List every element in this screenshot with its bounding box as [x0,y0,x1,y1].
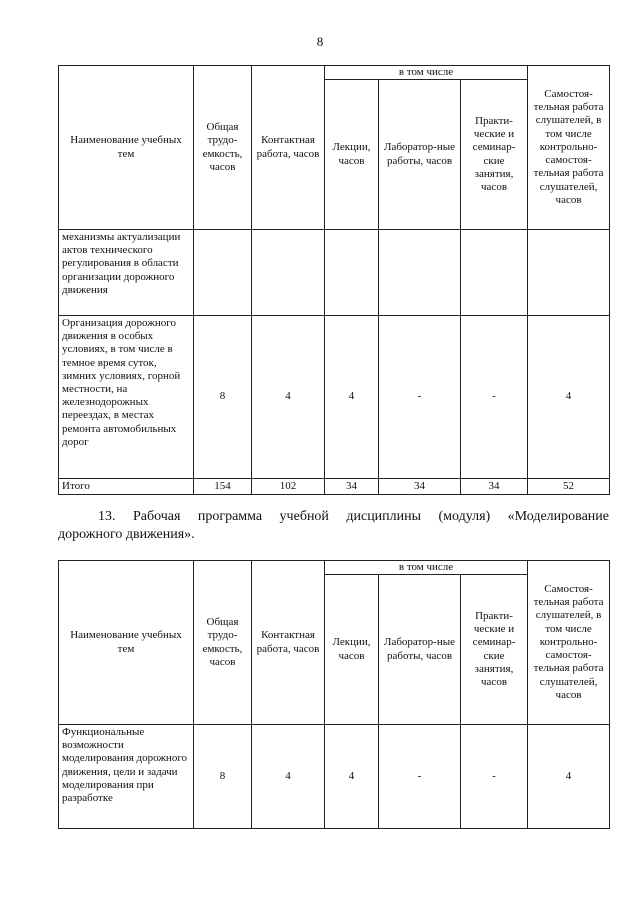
header-labs: Лаборатор-ные работы, часов [379,575,461,725]
topic-cell: Функциональные возможности моделирования дорожного движения, цели и задачи моделирования при разработке [59,725,194,829]
labs-cell: - [379,725,461,829]
header-self-study: Самостоя-тельная работа слушателей, в том числе контрольно-самостоя-тельная работа слушателей, часов [528,561,610,725]
header-lectures: Лекции, часов [325,80,379,230]
total-row [59,479,610,495]
header-practice: Практи-ческие и семинар-ские занятия, часов [461,80,528,230]
contact-cell: 4 [252,316,325,479]
lectures-cell: 4 [325,725,379,829]
total-cell: 154 [194,479,252,495]
total-cell: 8 [194,316,252,479]
curriculum-table-2 [58,560,610,829]
self-cell: 4 [528,725,610,829]
practice-cell: - [461,316,528,479]
total-label: Итого [59,479,194,495]
table-row [59,316,610,479]
contact-cell: 102 [252,479,325,495]
labs-cell [379,230,461,316]
header-contact-hours: Контактная работа, часов [252,561,325,725]
topic-cell: механизмы актуализации актов технического регулирования в области организации дорожного движения [59,230,194,316]
lectures-cell: 34 [325,479,379,495]
header-contact-hours: Контактная работа, часов [252,66,325,230]
header-self-study: Самостоя-тельная работа слушателей, в том числе контрольно-самостоя-тельная работа слушателей, часов [528,66,610,230]
page-number: 8 [316,34,324,49]
self-cell: 52 [528,479,610,495]
practice-cell: - [461,725,528,829]
header-lectures: Лекции, часов [325,575,379,725]
header-practice: Практи-ческие и семинар-ские занятия, часов [461,575,528,725]
header-including: в том числе [325,561,528,575]
topic-cell: Организация дорожного движения в особых условиях, в том числе в темное время суток, зимних условиях, горной местности, на железнодорожных переездах, в местах ремонта автомобильных дорог [59,316,194,479]
table-row [59,230,610,316]
self-cell [528,230,610,316]
header-total-hours: Общая трудо-емкость, часов [194,66,252,230]
labs-cell: 34 [379,479,461,495]
lectures-cell [325,230,379,316]
contact-cell: 4 [252,725,325,829]
header-labs: Лаборатор-ные работы, часов [379,80,461,230]
curriculum-table-1 [58,65,610,495]
total-cell: 8 [194,725,252,829]
practice-cell [461,230,528,316]
practice-cell: 34 [461,479,528,495]
section-heading [58,508,609,544]
labs-cell: - [379,316,461,479]
header-topic-name: Наименование учебных тем [59,66,194,230]
section-heading-line2: дорожного движения». [58,527,195,542]
contact-cell [252,230,325,316]
header-topic-name: Наименование учебных тем [59,561,194,725]
section-heading-line1: 13. Рабочая программа учебной дисциплины (модуля) «Моделирование [98,509,609,524]
total-cell [194,230,252,316]
self-cell: 4 [528,316,610,479]
lectures-cell: 4 [325,316,379,479]
header-including: в том числе [325,66,528,80]
table-row [59,725,610,829]
header-total-hours: Общая трудо-емкость, часов [194,561,252,725]
